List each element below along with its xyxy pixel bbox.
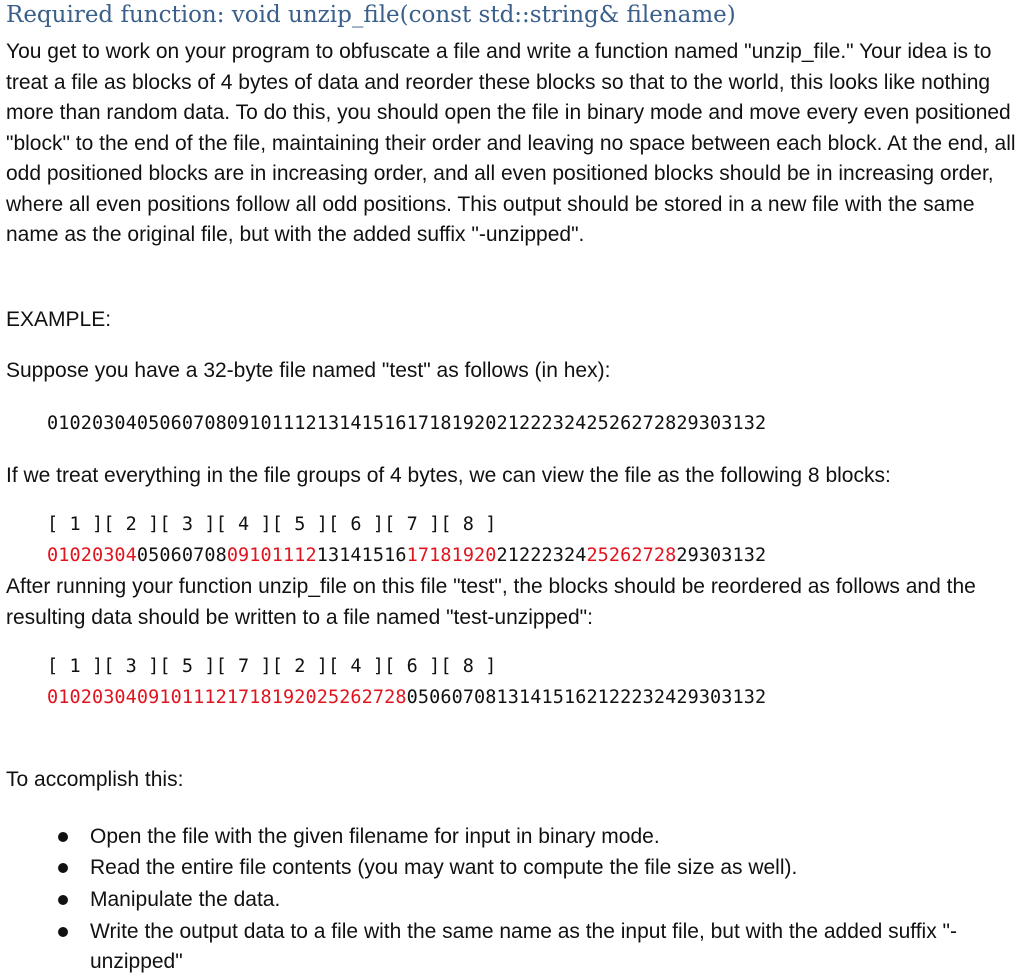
reordered-block-4: 13141516 (496, 687, 587, 708)
reordered-block-3: 09101112 (136, 687, 227, 708)
block-1: 01020304 (47, 545, 137, 566)
reordered-block-5: 17181920 (226, 687, 317, 708)
block-numbers-reordered: [ 1 ][ 3 ][ 5 ][ 7 ][ 2 ][ 4 ][ 6 ][ 8 ] (47, 656, 497, 677)
example-label: EXAMPLE: (6, 308, 112, 331)
hex-dump: 0102030405060708091011121314151617181920212223242526272829303132 (47, 413, 767, 434)
reordered-block-7: 25262728 (316, 687, 407, 708)
block-8: 29303132 (676, 545, 767, 566)
suppose-text: Suppose you have a 32-byte file named "test" as follows (in hex): (6, 359, 611, 382)
list-item-text: Open the file with the given filename for input in binary mode. (90, 825, 660, 848)
block-6: 21222324 (496, 545, 587, 566)
list-item-text: Read the entire file contents (you may want to compute the file size as well). (90, 856, 798, 879)
block-5: 17181920 (406, 545, 497, 566)
treat-text: If we treat everything in the file groups of 4 bytes, we can view the file as the following 8 blocks: (6, 464, 891, 487)
block-bytes-reordered (47, 687, 766, 708)
block-bytes-original (47, 545, 766, 566)
list-item-text: Write the output data to a file with the same name as the input file, but with the added suffix "-unzipped" (90, 920, 958, 973)
bullet-icon (58, 895, 68, 905)
block-2: 05060708 (136, 545, 227, 566)
reordered-block-1: 01020304 (47, 687, 137, 708)
intro-paragraph: You get to work on your program to obfuscate a file and write a function named "unzip_file." Your idea is to treat a file as blocks of 4 bytes of data and reorder these blocks so that to the world, this looks like nothing more than random data. To do this, you should open the file in binary mode and move every even positioned "block" to the end of the file, maintaining their order and leaving no space between each block. At the end, all odd positioned blocks are in increasing order, and all even positioned blocks should be in increasing order, where all even positions follow all odd positions. This output should be stored in a new file with the same name as the original file, but with the added suffix "-unzipped". (6, 40, 1016, 246)
block-numbers-original: [ 1 ][ 2 ][ 3 ][ 4 ][ 5 ][ 6 ][ 7 ][ 8 ] (47, 514, 497, 535)
bullet-icon (58, 832, 68, 842)
block-3: 09101112 (226, 545, 317, 566)
accomplish-text: To accomplish this: (6, 768, 184, 791)
page-title: Required function: void unzip_file(const std::string& filename) (6, 2, 736, 28)
list-item-text: Manipulate the data. (90, 888, 281, 911)
bullet-icon (58, 863, 68, 873)
reordered-block-8: 29303132 (676, 687, 767, 708)
after-text: After running your function unzip_file on this file "test", the blocks should be reordered as follows and the resulting data should be written to a file named "test-unzipped": (6, 575, 976, 629)
reordered-block-2: 05060708 (406, 687, 497, 708)
block-4: 13141516 (316, 545, 407, 566)
reordered-block-6: 21222324 (586, 687, 677, 708)
block-7: 25262728 (586, 545, 677, 566)
bullet-icon (58, 927, 68, 937)
